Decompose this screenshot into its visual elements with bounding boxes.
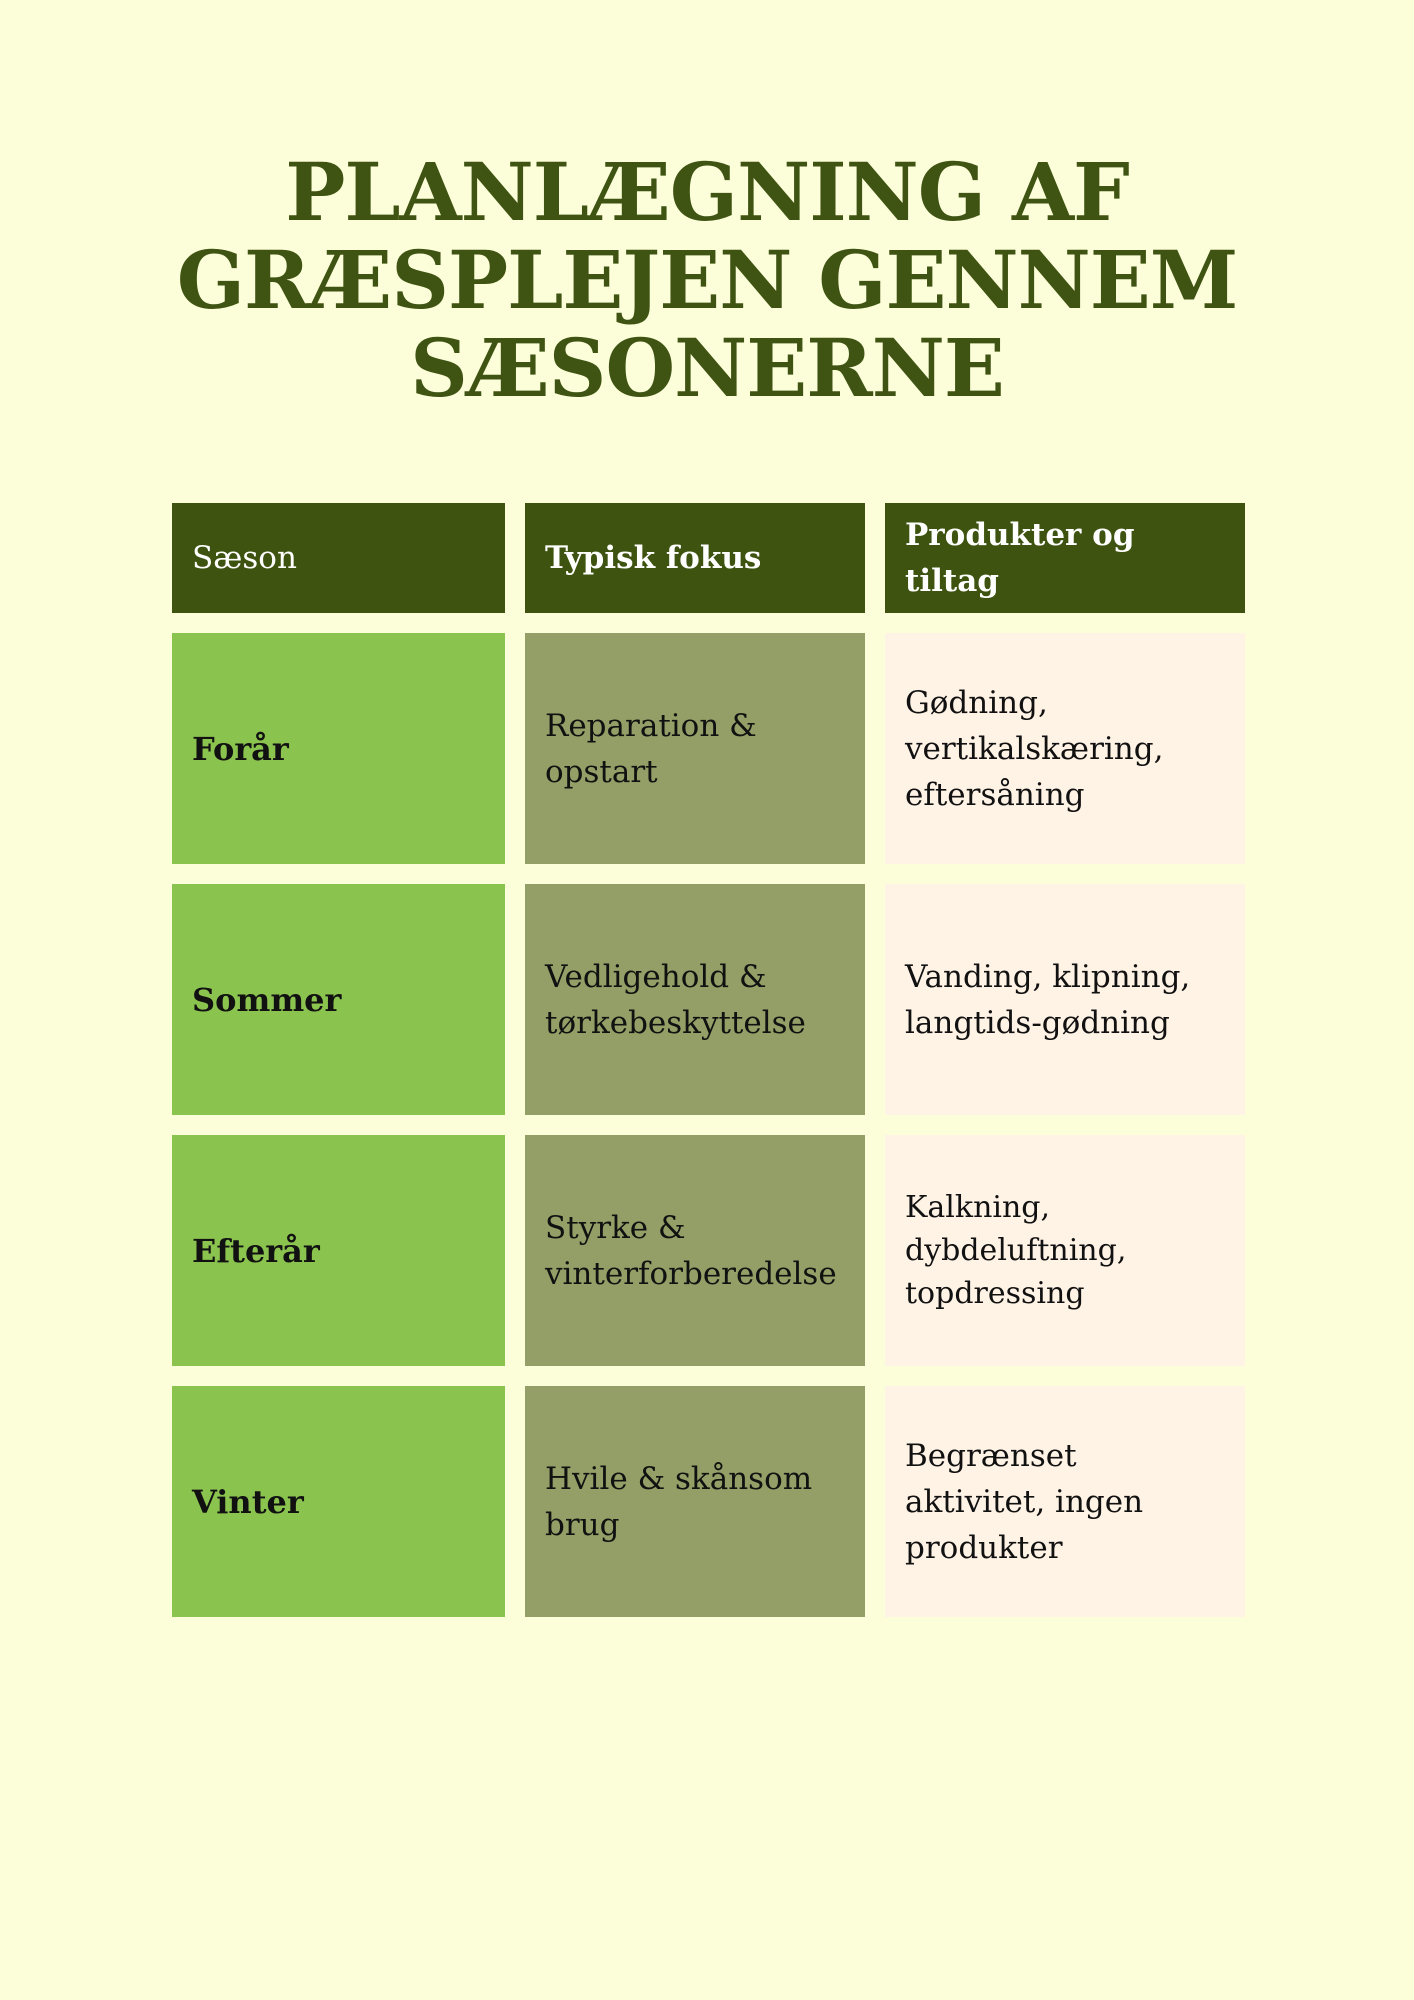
row-season: Efterår	[172, 1135, 505, 1366]
row-season: Vinter	[172, 1386, 505, 1617]
row-products: Vanding, klipning, langtids-gødning	[885, 884, 1245, 1115]
row-focus: Vedligehold & tørkebeskyttelse	[525, 884, 865, 1115]
row-focus: Reparation & opstart	[525, 633, 865, 864]
row-focus: Styrke & vinterforberedelse	[525, 1135, 865, 1366]
row-products: Kalkning, dybdeluftning, topdressing	[885, 1135, 1245, 1366]
header-season: Sæson	[172, 503, 505, 613]
row-season: Forår	[172, 633, 505, 864]
header-focus: Typisk fokus	[525, 503, 865, 613]
row-products: Gødning, vertikalskæring, eftersåning	[885, 633, 1245, 864]
row-focus: Hvile & skånsom brug	[525, 1386, 865, 1617]
season-table	[172, 503, 1245, 1617]
row-season: Sommer	[172, 884, 505, 1115]
page-title: PLANLÆGNING AF GRÆSPLEJEN GENNEM SÆSONERNE	[176, 145, 1238, 415]
header-products: Produkter og tiltag	[885, 503, 1245, 613]
row-products: Begrænset aktivitet, ingen produkter	[885, 1386, 1245, 1617]
